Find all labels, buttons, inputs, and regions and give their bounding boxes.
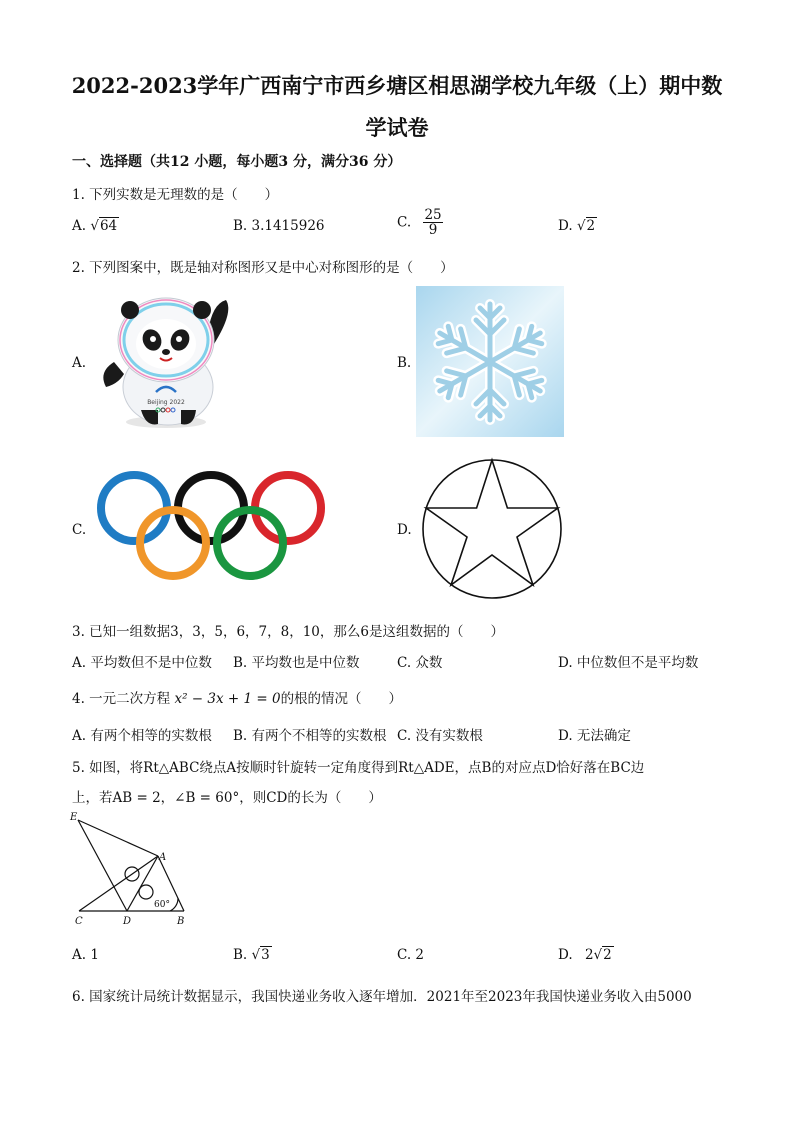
exam-title-line1: 2022-2023学年广西南宁市西乡塘区相思湖学校九年级（上）期中数	[71, 73, 723, 98]
q2-option-b-label: B.	[397, 355, 412, 371]
q3-option-c: C. 众数	[397, 655, 443, 671]
snowflake-image	[416, 286, 564, 437]
equation: x² − 3x + 1 = 0	[174, 691, 281, 707]
sqrt-symbol: √2	[576, 218, 596, 234]
q1-option-a: A. √64	[72, 218, 118, 234]
fraction: $\frac{25}{9}$	[424, 207, 442, 239]
ring-green	[217, 510, 283, 576]
q5-option-a: A. 1	[72, 947, 99, 963]
question-5-line2: 上，若AB = 2，∠B = 60°，则CD的长为（ ）	[72, 790, 382, 806]
q2-option-d-label: D.	[397, 522, 412, 538]
q5-option-d: D. 2√2	[558, 947, 612, 963]
label-E: E	[70, 812, 78, 823]
angle-label: 60°	[154, 900, 170, 910]
triangle-rotation-diagram	[66, 808, 196, 932]
question-4-stem: 4. 一元二次方程 x² − 3x + 1 = 0的根的情况（ ）	[72, 691, 403, 707]
q4-option-b: B. 有两个不相等的实数根	[233, 728, 387, 744]
ring-black	[178, 475, 244, 541]
q3-option-a: A. 平均数但不是中位数	[72, 655, 212, 671]
question-2-stem: 2. 下列图案中，既是轴对称图形又是中心对称图形的是（ ）	[72, 260, 454, 276]
mascot-caption: Beijing 2022	[147, 399, 185, 406]
star-in-circle-image	[420, 457, 564, 601]
q3-option-b: B. 平均数也是中位数	[233, 655, 360, 671]
q1-option-c: C. $\frac{25}{9}$	[397, 207, 442, 239]
snowflake-icon	[416, 286, 564, 437]
q4-option-d: D. 无法确定	[558, 728, 631, 744]
sqrt-symbol: √64	[90, 218, 118, 234]
q2-option-c-label: C.	[72, 522, 87, 538]
ring-blue	[101, 475, 167, 541]
q1-option-d: D. √2	[558, 218, 596, 234]
q5-option-b: B. √3	[233, 947, 270, 963]
q5-option-c: C. 2	[397, 947, 425, 963]
label-B: B	[177, 916, 185, 927]
question-3-stem: 3. 已知一组数据3，3，5，6，7，8，10，那么6是这组数据的（ ）	[72, 624, 504, 640]
olympic-rings-image	[94, 470, 330, 582]
q4-option-a: A. 有两个相等的实数根	[72, 728, 212, 744]
section-header: 一、选择题（共12 小题，每小题3 分，满分36 分）	[72, 154, 402, 170]
panda-mascot-image	[96, 292, 246, 432]
label-A: A	[159, 852, 167, 863]
question-1-stem: 1. 下列实数是无理数的是（ ）	[72, 187, 279, 203]
question-5-line1: 5. 如图，将Rt△ABC绕点A按顺时针旋转一定角度得到Rt△ADE，点B的对应点D恰好落在BC边	[72, 760, 645, 776]
ring-red	[255, 475, 321, 541]
label-C: C	[75, 916, 83, 927]
sqrt-symbol: √2	[593, 947, 612, 963]
q3-option-d: D. 中位数但不是平均数	[558, 655, 699, 671]
ring-yellow	[140, 510, 206, 576]
question-6-line1: 6. 国家统计局统计数据显示，我国快递业务收入逐年增加．2021年至2023年我国快递业务收入由5000	[72, 989, 692, 1005]
exam-title-line2: 学试卷	[365, 115, 429, 140]
q4-option-c: C. 没有实数根	[397, 728, 483, 744]
label-D: D	[123, 916, 132, 927]
sqrt-symbol: √3	[251, 947, 270, 963]
q2-option-a-label: A.	[72, 355, 87, 371]
q1-option-b: B. 3.1415926	[233, 218, 325, 234]
